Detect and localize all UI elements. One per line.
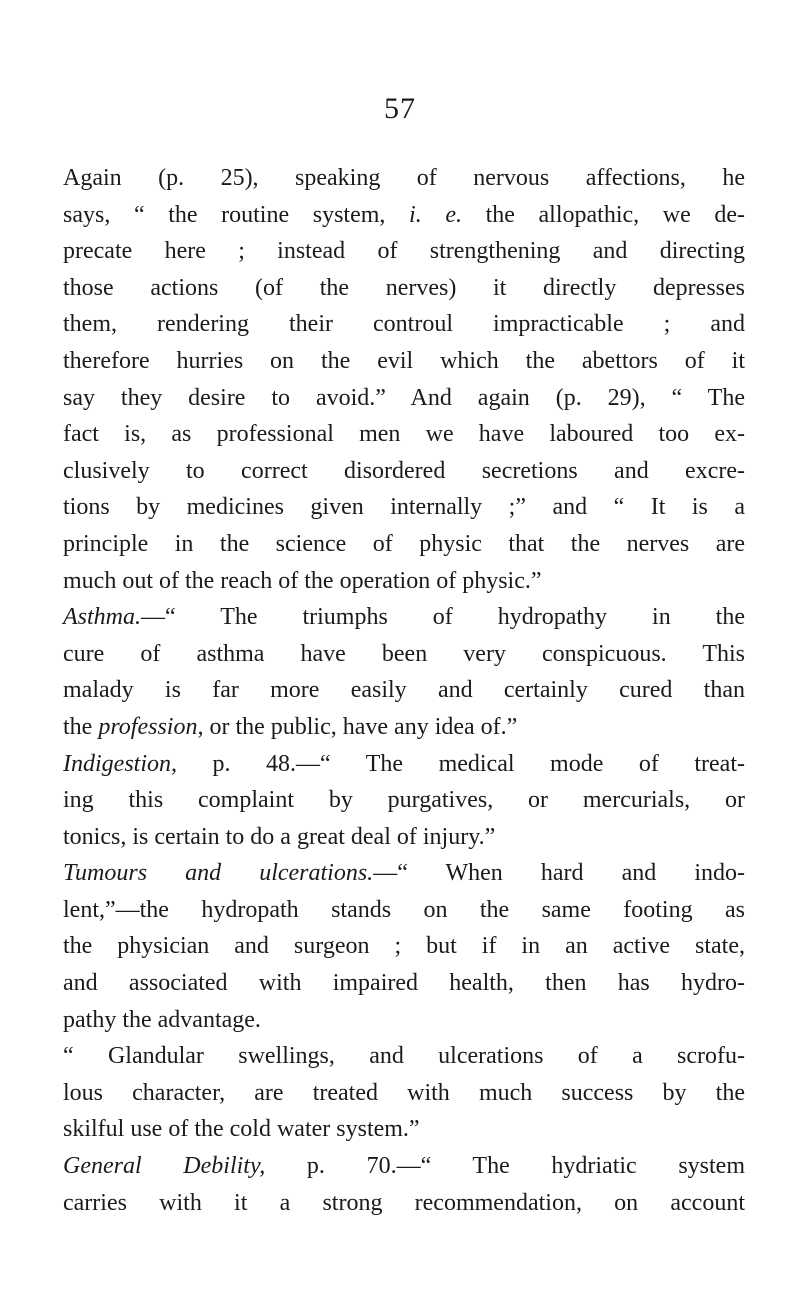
- text-segment: Again (p. 25), speaking of nervous affections, he: [63, 165, 745, 191]
- text-segment: malady is far more easily and certainly cured than: [63, 677, 745, 704]
- text-segment: much out of the reach of the operation of physic.”: [63, 567, 542, 594]
- text-segment: the: [63, 713, 99, 740]
- text-segment: “ Glandular swellings, and ulcerations of a scrofu-: [63, 1043, 745, 1070]
- text-line: [63, 672, 745, 709]
- text-line: [63, 855, 745, 892]
- text-line: [63, 599, 745, 636]
- text-line: [63, 819, 745, 856]
- text-segment: the physician and surgeon ; but if in an active state,: [63, 933, 745, 960]
- text-segment: lous character, are treated with much success by the: [63, 1079, 745, 1106]
- text-line: [63, 380, 745, 417]
- italic-text: Asthma.: [63, 604, 141, 631]
- text-line: [63, 526, 745, 563]
- text-line: [63, 709, 745, 746]
- text-line: [63, 306, 745, 343]
- text-segment: lent,”—the hydropath stands on the same footing as: [63, 896, 745, 923]
- text-line: [63, 1148, 745, 1185]
- text-segment: —“ The triumphs of hydropathy in the: [141, 604, 745, 631]
- text-line: [63, 782, 745, 819]
- text-segment: pathy the advantage.: [63, 1006, 261, 1033]
- text-segment: p. 48.—“ The medical mode of treat-: [177, 750, 745, 777]
- text-segment: clusively to correct disordered secretions and excre-: [63, 457, 745, 484]
- text-line: [63, 746, 745, 783]
- text-line: [63, 343, 745, 380]
- text-line: [63, 1111, 745, 1148]
- text-segment: tonics, is certain to do a great deal of injury.”: [63, 823, 496, 850]
- text-line: [63, 636, 745, 673]
- text-line: [63, 965, 745, 1002]
- text-line: [63, 892, 745, 929]
- text-segment: ing this complaint by purgatives, or mercurials, or: [63, 787, 745, 814]
- italic-text: Indigestion,: [63, 750, 177, 777]
- text-segment: fact is, as professional men we have laboured too ex-: [63, 421, 745, 448]
- italic-text: Tumours and ulcerations.: [63, 860, 374, 887]
- text-line: [63, 1002, 745, 1039]
- body-text: [63, 160, 745, 1221]
- text-segment: and associated with impaired health, then has hydro-: [63, 970, 745, 997]
- text-segment: principle in the science of physic that the nerves are: [63, 530, 745, 557]
- text-segment: or the public, have any idea of.”: [203, 713, 518, 740]
- italic-text: General Debility,: [63, 1153, 266, 1180]
- text-segment: the allopathic, we de-: [461, 201, 746, 228]
- text-line: [63, 1185, 745, 1222]
- text-segment: skilful use of the cold water system.”: [63, 1116, 420, 1143]
- text-line: [63, 928, 745, 965]
- italic-text: profession,: [98, 713, 204, 740]
- text-line: [63, 416, 745, 453]
- text-segment: therefore hurries on the evil which the abettors of it: [63, 347, 745, 374]
- italic-text: i. e.: [409, 201, 462, 228]
- text-line: [63, 1038, 745, 1075]
- text-line: [63, 270, 745, 307]
- page-number: 57: [384, 92, 416, 125]
- text-segment: says, “ the routine system,: [63, 201, 410, 228]
- text-segment: cure of asthma have been very conspicuous. This: [63, 640, 745, 667]
- text-line: [63, 233, 745, 270]
- text-segment: say they desire to avoid.” And again (p. 29), “ The: [63, 384, 745, 411]
- text-line: [63, 453, 745, 490]
- text-segment: —“ When hard and indo-: [373, 860, 745, 887]
- text-segment: those actions (of the nerves) it directly depresses: [63, 274, 745, 301]
- text-segment: precate here ; instead of strengthening and directing: [63, 238, 745, 265]
- text-line: [63, 563, 745, 600]
- text-segment: p. 70.—“ The hydriatic system: [265, 1153, 745, 1180]
- text-segment: carries with it a strong recommendation, on account: [63, 1189, 745, 1216]
- text-segment: them, rendering their controul impracticable ; and: [63, 311, 745, 338]
- text-segment: tions by medicines given internally ;” and “ It is a: [63, 494, 745, 521]
- text-line: [63, 160, 745, 197]
- text-line: [63, 1075, 745, 1112]
- text-line: [63, 489, 745, 526]
- text-line: [63, 197, 745, 234]
